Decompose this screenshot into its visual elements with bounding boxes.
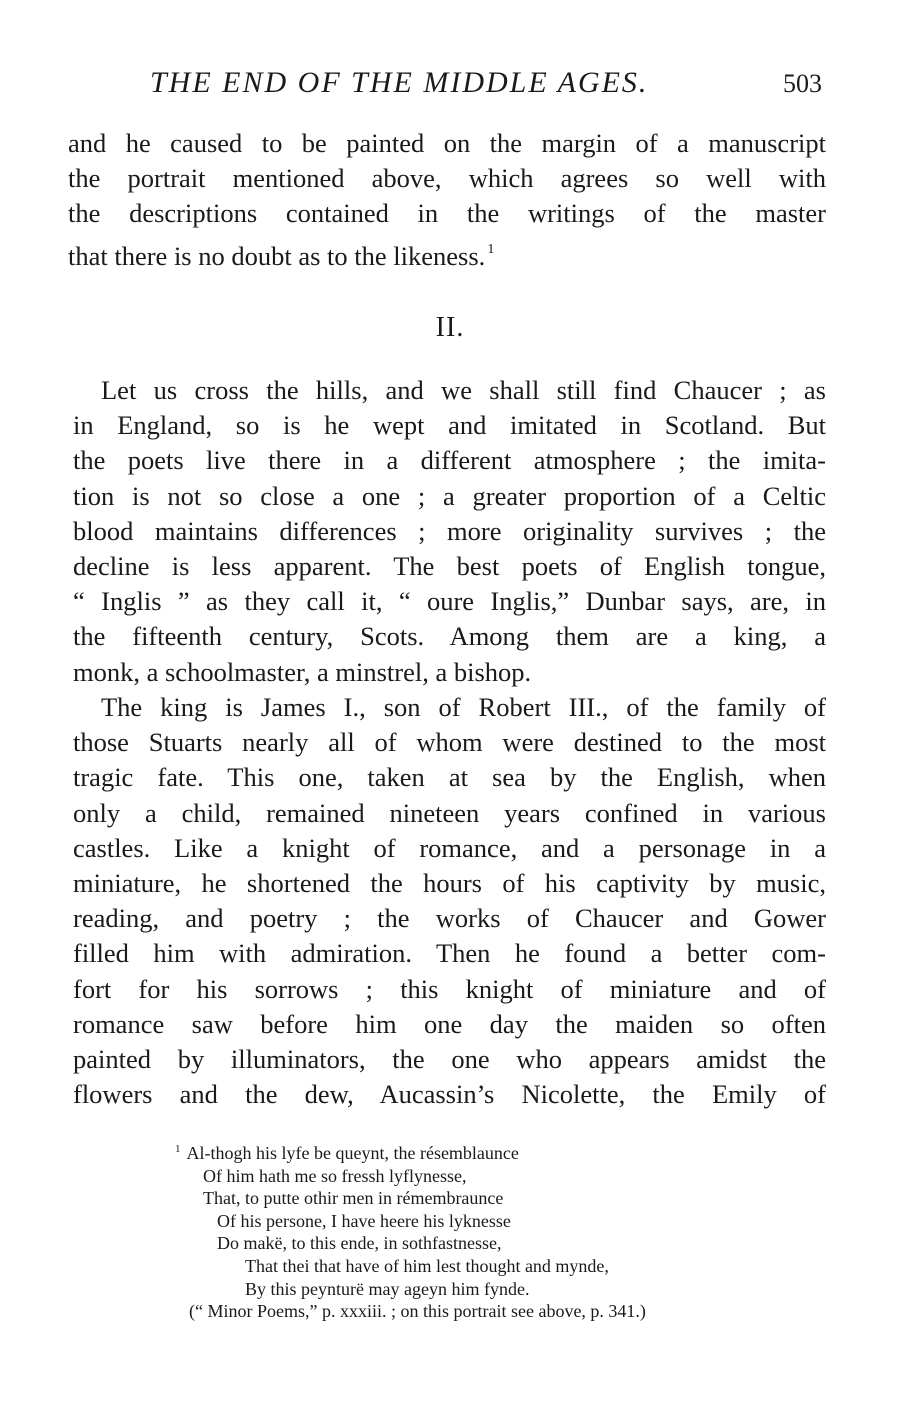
footnote-verse-line: That, to putte othir men in rémembraunce [203,1188,504,1209]
footnote-verse-text: Al-thogh his lyfe be queynt, the résemblaunce [186,1143,519,1163]
text-line: “ Inglis ” as they call it, “ oure Inglis,” Dunbar says, are, in [73,586,826,617]
text-line: painted by illuminators, the one who appears amidst the [73,1044,826,1075]
footnote-verse-line [175,1138,845,1165]
footnote-citation: (“ Minor Poems,” p. xxxiii. ; on this portrait see above, p. 341.) [189,1301,646,1322]
footnote-verse-line: By this peynturë may ageyn him fynde. [245,1278,530,1299]
text-line: those Stuarts nearly all of whom were destined to the most [73,727,826,758]
footnote-verse-line: Of his persone, I have heere his lyknesse [217,1210,511,1231]
text-line [68,232,826,274]
text-line: tragic fate. This one, taken at sea by the English, when [73,762,826,793]
section-heading: II. [435,312,465,343]
paragraph-james-i [73,690,826,1112]
paragraph-scotland [73,373,826,690]
text-line-content: that there is no doubt as to the likeness. [68,240,486,271]
text-line: only a child, remained nineteen years confined in various [73,797,826,828]
text-line: flowers and the dew, Aucassin’s Nicolette, the Emily of [73,1079,826,1110]
text-line: the descriptions contained in the writings of the master [68,198,826,229]
text-line: filled him with admiration. Then he found a better com- [73,938,826,969]
running-title: THE END OF THE MIDDLE AGES. [150,66,649,99]
text-line: castles. Like a knight of romance, and a personage in a [73,832,826,863]
text-line: the portrait mentioned above, which agrees so well with [68,163,826,194]
running-head [150,66,830,106]
text-line: The king is James I., son of Robert III., of the family of [101,692,826,722]
text-line: miniature, he shortened the hours of his captivity by music, [73,868,826,899]
page-number: 503 [783,69,822,98]
text-line: the poets live there in a different atmosphere ; the imita- [73,445,826,476]
text-line: and he caused to be painted on the margin of a manuscript [68,128,826,158]
footnote-marker: 1 [175,1143,181,1155]
footnote-verse-line: Of him hath me so fressh lyflynesse, [203,1165,467,1186]
text-line: blood maintains differences ; more originality survives ; the [73,515,826,546]
text-line: romance saw before him one day the maiden so often [73,1008,826,1039]
text-line: in England, so is he wept and imitated in Scotland. But [73,410,826,441]
footnote-reference: 1 [487,241,495,257]
opening-paragraph [68,126,826,274]
text-line: decline is less apparent. The best poets of English tongue, [73,551,826,582]
footnote-verse-line: Do makë, to this ende, in sothfastnesse, [217,1233,502,1254]
text-line: reading, and poetry ; the works of Chaucer and Gower [73,903,826,934]
footnote [175,1138,845,1323]
footnote-verse-line: That thei that have of him lest thought and mynde, [245,1255,609,1276]
text-line: tion is not so close a one ; a greater proportion of a Celtic [73,480,826,511]
text-line: monk, a schoolmaster, a minstrel, a bishop. [73,656,532,687]
text-line: the fifteenth century, Scots. Among them are a king, a [73,621,826,652]
text-line: Let us cross the hills, and we shall still find Chaucer ; as [101,375,826,405]
text-line: fort for his sorrows ; this knight of miniature and of [73,973,826,1004]
